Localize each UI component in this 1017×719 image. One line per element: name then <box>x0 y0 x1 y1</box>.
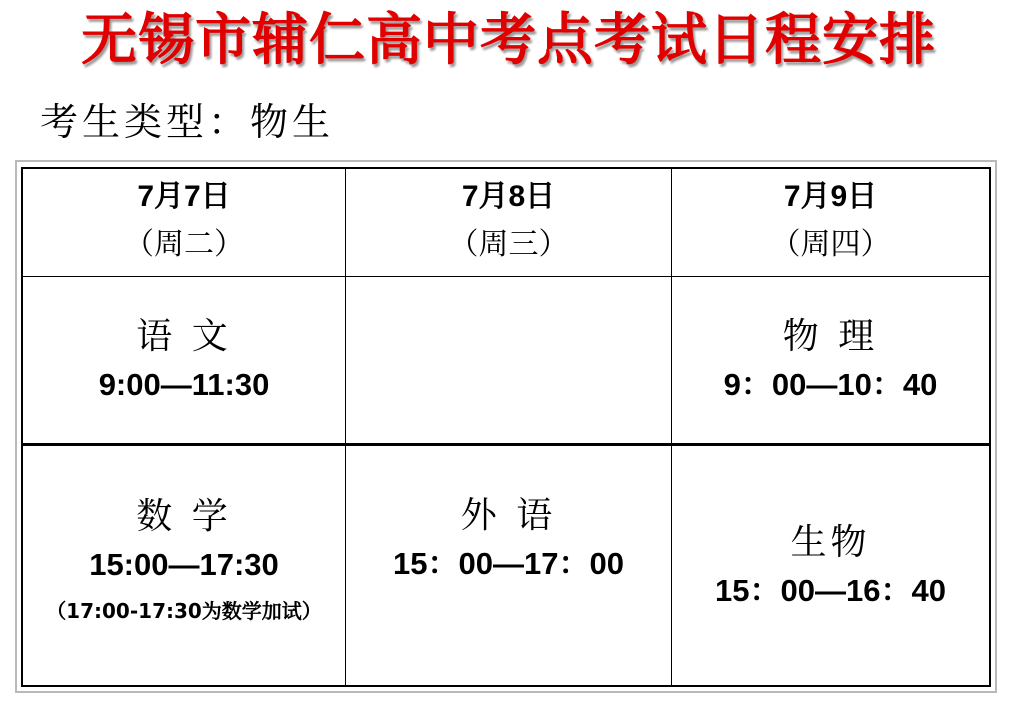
exam-time: 9：00—10：40 <box>723 367 938 402</box>
morning-cell-day2 <box>346 277 671 443</box>
header-cell-day2 <box>346 169 671 277</box>
date-label: 7月8日 <box>461 180 556 213</box>
afternoon-cell-day3 <box>672 446 989 685</box>
exam-time: 15:00—17:30 <box>89 547 279 582</box>
weekday-label: （周二） <box>124 227 244 262</box>
subject-name: 外 语 <box>460 495 557 536</box>
page-title: 无锡市辅仁高中考点考试日程安排 <box>81 8 936 73</box>
subject-name: 语 文 <box>136 316 232 357</box>
morning-cell-day3 <box>672 277 989 443</box>
afternoon-cell-day2 <box>346 446 671 685</box>
weekday-label: （周三） <box>448 227 569 262</box>
header-cell-day1 <box>23 169 345 277</box>
exam-time: 15：00—16：40 <box>715 573 946 608</box>
morning-cell-day1 <box>23 277 345 443</box>
exam-time: 15：00—17：00 <box>393 546 624 581</box>
subject-name: 物 理 <box>782 316 879 357</box>
exam-note: （17:00-17:30为数学加试） <box>46 599 322 623</box>
candidate-type-label: 考生类型：物生 <box>40 100 335 144</box>
subject-name: 数 学 <box>136 496 232 537</box>
weekday-label: （周四） <box>770 227 891 262</box>
afternoon-cell-day1 <box>23 446 345 685</box>
header-cell-day3 <box>672 169 989 277</box>
schedule-table <box>21 167 991 687</box>
date-label: 7月7日 <box>137 180 231 213</box>
date-label: 7月9日 <box>783 180 878 213</box>
exam-time: 9:00—11:30 <box>98 367 270 402</box>
subject-name: 生物 <box>790 522 871 563</box>
